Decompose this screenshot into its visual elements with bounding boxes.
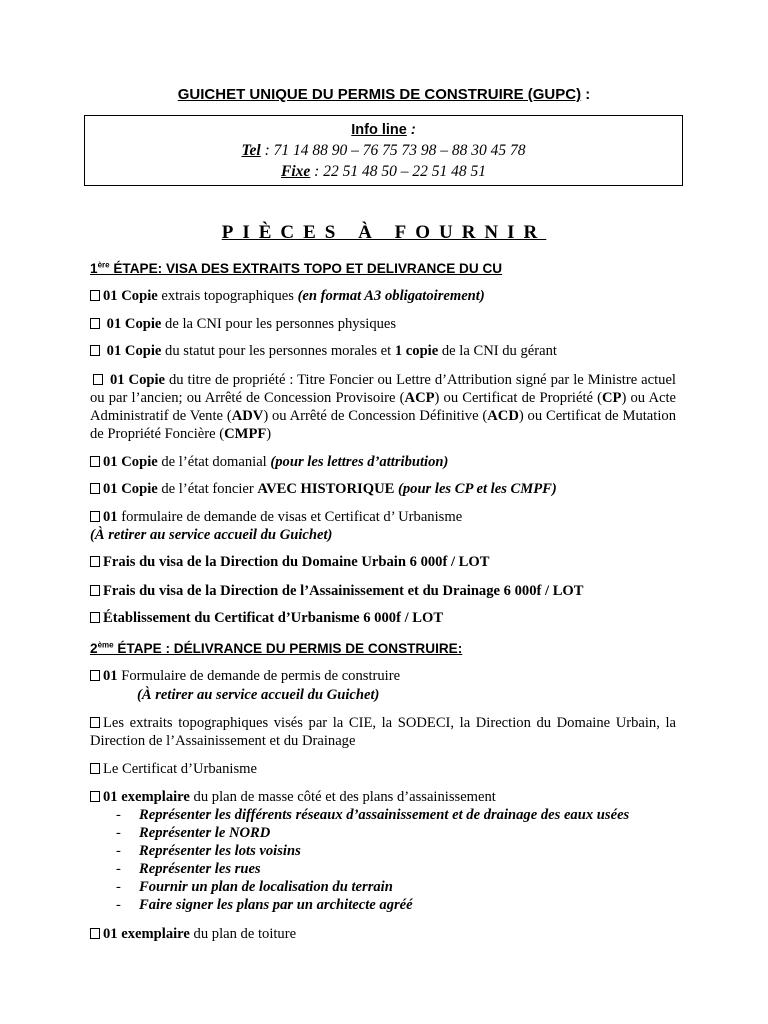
- tel-line: [85, 142, 682, 160]
- item-note: (pour les lettres d’attribution): [270, 454, 449, 470]
- bullet-item: [116, 861, 261, 878]
- step2-item-1-note: [137, 687, 379, 704]
- item-note: (pour les CP et les CMPF): [394, 481, 557, 497]
- checkbox[interactable]: [90, 928, 100, 939]
- checkbox[interactable]: [90, 511, 100, 522]
- step2-num: 2: [90, 641, 98, 656]
- header-title: GUICHET UNIQUE DU PERMIS DE CONSTRUIRE (GUPC): [177, 86, 582, 103]
- adv-label: ADV: [231, 408, 264, 424]
- step1-heading: [90, 261, 502, 276]
- checkbox[interactable]: [90, 717, 100, 728]
- dash: -: [116, 843, 121, 859]
- bullet-item: [116, 879, 393, 896]
- dash: -: [116, 825, 121, 841]
- step1-item-6: [90, 481, 557, 498]
- item-text: de l’état domanial: [157, 454, 271, 470]
- item-text: ) ou Acte Administratif de Vente (: [90, 390, 676, 424]
- step1-num: 1: [90, 261, 98, 276]
- bullet-item: [116, 807, 629, 824]
- checkbox[interactable]: [90, 670, 100, 681]
- acp-label: ACP: [404, 390, 435, 406]
- item-text: ) ou Arrêté de Concession Définitive (: [263, 408, 488, 424]
- fixe-value: : 22 51 48 50 – 22 51 48 51: [310, 163, 486, 180]
- step1-item-5: [90, 454, 448, 471]
- item-text: formulaire de demande de visas et Certificat d’ Urbanisme: [117, 509, 463, 525]
- step2-heading: [90, 641, 462, 656]
- step2-item-5: [90, 926, 296, 943]
- item-bold: 01 Copie: [106, 316, 162, 332]
- cmpf-label: CMPF: [224, 426, 267, 442]
- item-bold: 01 Copie: [106, 343, 162, 359]
- item-text: Le Certificat d’Urbanisme: [103, 761, 257, 777]
- info-line-label: Info line: [351, 122, 407, 138]
- checkbox[interactable]: [90, 318, 100, 329]
- step2-item-4: [90, 789, 496, 806]
- header-colon: :: [581, 86, 591, 103]
- step1-item-10: [90, 610, 443, 627]
- item-bold: 01: [103, 509, 118, 525]
- document-header: [0, 86, 768, 103]
- bullet-text: Représenter le NORD: [139, 825, 271, 841]
- step1-item-7: [90, 509, 462, 526]
- info-line-box: [84, 115, 683, 186]
- item-note: (À retirer au service accueil du Guichet): [90, 527, 333, 543]
- bullet-text: Faire signer les plans par un architecte agréé: [139, 897, 413, 913]
- cp-label: CP: [602, 390, 622, 406]
- checkbox[interactable]: [90, 585, 100, 596]
- step1-item-2: [90, 316, 396, 333]
- item-bold: 01 Copie: [103, 288, 158, 304]
- acd-label: ACD: [487, 408, 519, 424]
- step2-sup: ème: [97, 640, 114, 650]
- item-bold: Frais du visa de la Direction de l’Assainissement et du Drainage 6 000f / LOT: [103, 583, 584, 599]
- item-text: du plan de toiture: [189, 926, 297, 942]
- item-text: Formulaire de demande de permis de construire: [117, 668, 401, 684]
- info-line-colon: :: [406, 122, 416, 138]
- checkbox[interactable]: [90, 791, 100, 802]
- step1-item-9: [90, 583, 584, 600]
- checkbox[interactable]: [90, 556, 100, 567]
- checkbox[interactable]: [90, 290, 100, 301]
- item-text: de la CNI pour les personnes physiques: [161, 316, 397, 332]
- bullet-item: [116, 825, 270, 842]
- item-bold: Frais du visa de la Direction du Domaine Urbain 6 000f / LOT: [103, 554, 490, 570]
- pieces-title-text: PIÈCES À FOURNIR: [221, 222, 547, 243]
- item-text: ) ou Certificat de Propriété (: [434, 390, 603, 406]
- checkbox[interactable]: [93, 374, 103, 385]
- item-bold-2: 1 copie: [394, 343, 439, 359]
- item-bold: Établissement du Certificat d’Urbanisme 6 000f / LOT: [103, 610, 444, 626]
- step1-item-8: [90, 554, 490, 571]
- step2-item-1: [90, 668, 400, 685]
- dash: -: [116, 879, 121, 895]
- pieces-title: [0, 222, 768, 244]
- step2-item-3: [90, 761, 257, 778]
- item-bold: 01: [103, 668, 118, 684]
- item-text: du statut pour les personnes morales et: [161, 343, 395, 359]
- tel-value: : 71 14 88 90 – 76 75 73 98 – 88 30 45 78: [260, 142, 526, 159]
- bullet-text: Représenter les différents réseaux d’assainissement et de drainage des eaux usées: [139, 807, 630, 823]
- item-text: du titre de propriété : Titre Foncier ou Lettre d’Attribution signé par le Ministre actuel ou par l’ancien; ou Arrêté de Concession Provisoire (: [90, 372, 676, 406]
- item-text: Les extraits topographiques visés par la CIE, la SODECI, la Direction du Domaine Urbain, la Direction de l’Assainissement et du Drainage: [90, 715, 676, 749]
- item-note: (À retirer au service accueil du Guichet): [137, 687, 380, 703]
- step1-sup: ère: [97, 260, 110, 270]
- item-bold: 01 Copie: [103, 454, 158, 470]
- item-bold: 01 Copie: [109, 372, 166, 388]
- checkbox[interactable]: [90, 483, 100, 494]
- bullet-text: Représenter les rues: [139, 861, 261, 877]
- fixe-label: Fixe: [281, 163, 311, 180]
- step2-item-2: [90, 714, 676, 750]
- item-text-2: de la CNI du gérant: [438, 343, 557, 359]
- item-text: ): [266, 426, 272, 442]
- item-text: extrais topographiques: [157, 288, 298, 304]
- dash: -: [116, 861, 121, 877]
- item-text: ) ou Certificat de Mutation de Propriété Foncière (: [90, 408, 676, 442]
- checkbox[interactable]: [90, 345, 100, 356]
- bullet-text: Représenter les lots voisins: [139, 843, 301, 859]
- item-bold: 01 Copie: [103, 481, 158, 497]
- dash: -: [116, 897, 121, 913]
- checkbox[interactable]: [90, 456, 100, 467]
- item-bold: 01 exemplaire: [103, 789, 190, 805]
- bullet-text: Fournir un plan de localisation du terrain: [139, 879, 393, 895]
- step1-item-3: [90, 343, 557, 360]
- item-bold: 01 exemplaire: [103, 926, 190, 942]
- step1-title: ÉTAPE: VISA DES EXTRAITS TOPO ET DELIVRANCE DU CU: [109, 261, 503, 276]
- fixe-line: [85, 163, 682, 181]
- dash: -: [116, 807, 121, 823]
- tel-label: Tel: [241, 142, 261, 159]
- step2-title: ÉTAPE : DÉLIVRANCE DU PERMIS DE CONSTRUIRE:: [113, 641, 463, 656]
- step1-item-7-note: [90, 527, 332, 544]
- bullet-item: [116, 897, 413, 914]
- checkbox[interactable]: [90, 763, 100, 774]
- item-bold-2: AVEC HISTORIQUE: [257, 481, 395, 497]
- checkbox[interactable]: [90, 612, 100, 623]
- info-line-heading: [85, 122, 682, 138]
- item-note: (en format A3 obligatoirement): [297, 288, 485, 304]
- item-text: de l’état foncier: [157, 481, 258, 497]
- item-text: du plan de masse côté et des plans d’assainissement: [189, 789, 496, 805]
- step1-item-1: [90, 288, 485, 305]
- bullet-item: [116, 843, 301, 860]
- step1-item-4: [90, 371, 676, 443]
